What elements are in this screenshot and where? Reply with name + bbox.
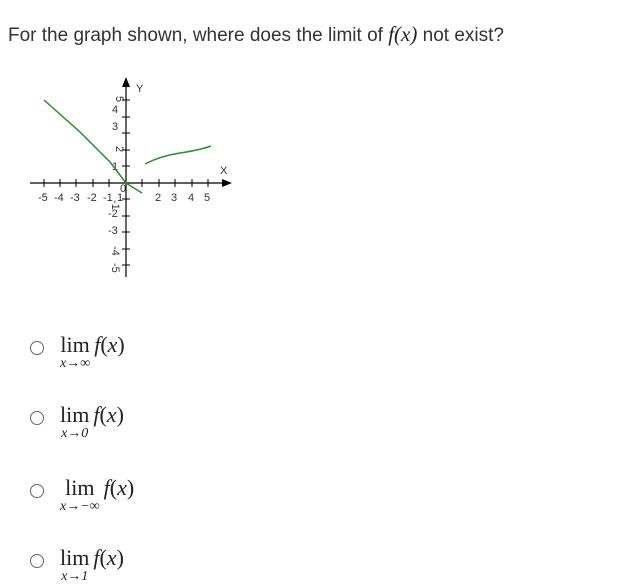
y-tick-label: -5 — [109, 263, 121, 273]
y-axis-label: Y — [136, 83, 144, 95]
x-tick-label: 2 — [155, 192, 162, 204]
function-expression: f(x) — [103, 475, 135, 500]
lim-subscript: x→0 — [61, 426, 89, 441]
x-tick-label: 5 — [204, 192, 211, 204]
lim-word: lim — [60, 545, 90, 570]
radio-button[interactable] — [30, 484, 44, 498]
radio-button[interactable] — [30, 411, 44, 425]
answer-option-3[interactable] — [30, 475, 134, 514]
function-expression: f(x) — [93, 402, 124, 427]
y-axis-arrow-icon — [122, 77, 130, 87]
answer-option-4[interactable] — [30, 545, 124, 584]
answer-option-2[interactable] — [30, 402, 124, 441]
radio-button[interactable] — [30, 554, 44, 568]
x-tick-label: 1 — [117, 192, 124, 204]
y-tick-label: 4 — [112, 104, 119, 116]
curve-right-branch — [145, 146, 211, 164]
x-axis-arrow-icon — [222, 179, 232, 187]
lim-word: lim — [60, 332, 90, 357]
y-tick-label: 2 — [113, 146, 125, 153]
question-suffix: not exist? — [417, 25, 504, 46]
x-tick-label: 4 — [188, 192, 195, 204]
lim-word: lim — [65, 475, 95, 500]
lim-subscript: x→∞ — [60, 356, 91, 371]
function-graph — [20, 70, 250, 290]
function-expression: f(x) — [94, 332, 125, 357]
question-text — [8, 22, 504, 47]
x-axis-label: X — [220, 165, 228, 177]
y-tick-label: -4 — [109, 246, 121, 256]
origin-label: 0 — [120, 183, 127, 195]
y-tick-label: -1 — [109, 200, 121, 210]
lim-word: lim — [60, 402, 90, 427]
y-tick-label: 3 — [112, 121, 119, 133]
answer-option-1[interactable] — [30, 332, 125, 371]
y-tick-label: 5 — [113, 96, 125, 103]
limit-expression — [60, 545, 124, 584]
x-tick-label: -1 — [103, 192, 113, 204]
y-tick-label: 1 — [112, 161, 119, 173]
x-tick-label: 3 — [171, 192, 178, 204]
limit-expression — [60, 475, 134, 514]
x-tick-label: -3 — [70, 192, 80, 204]
y-tick-label: -2 — [108, 208, 118, 220]
lim-subscript: x→−∞ — [60, 499, 100, 514]
x-tick-label: -4 — [54, 192, 64, 204]
limit-expression — [60, 332, 125, 371]
function-expression: f(x) — [93, 545, 124, 570]
x-tick-label: -5 — [38, 192, 48, 204]
limit-expression — [60, 402, 124, 441]
y-tick-label: -3 — [108, 225, 118, 237]
question-math: f(x) — [388, 22, 418, 46]
lim-subscript: x→1 — [61, 569, 89, 584]
radio-button[interactable] — [30, 341, 44, 355]
x-tick-label: -2 — [87, 192, 97, 204]
question-prefix: For the graph shown, where does the limit of — [8, 25, 389, 46]
